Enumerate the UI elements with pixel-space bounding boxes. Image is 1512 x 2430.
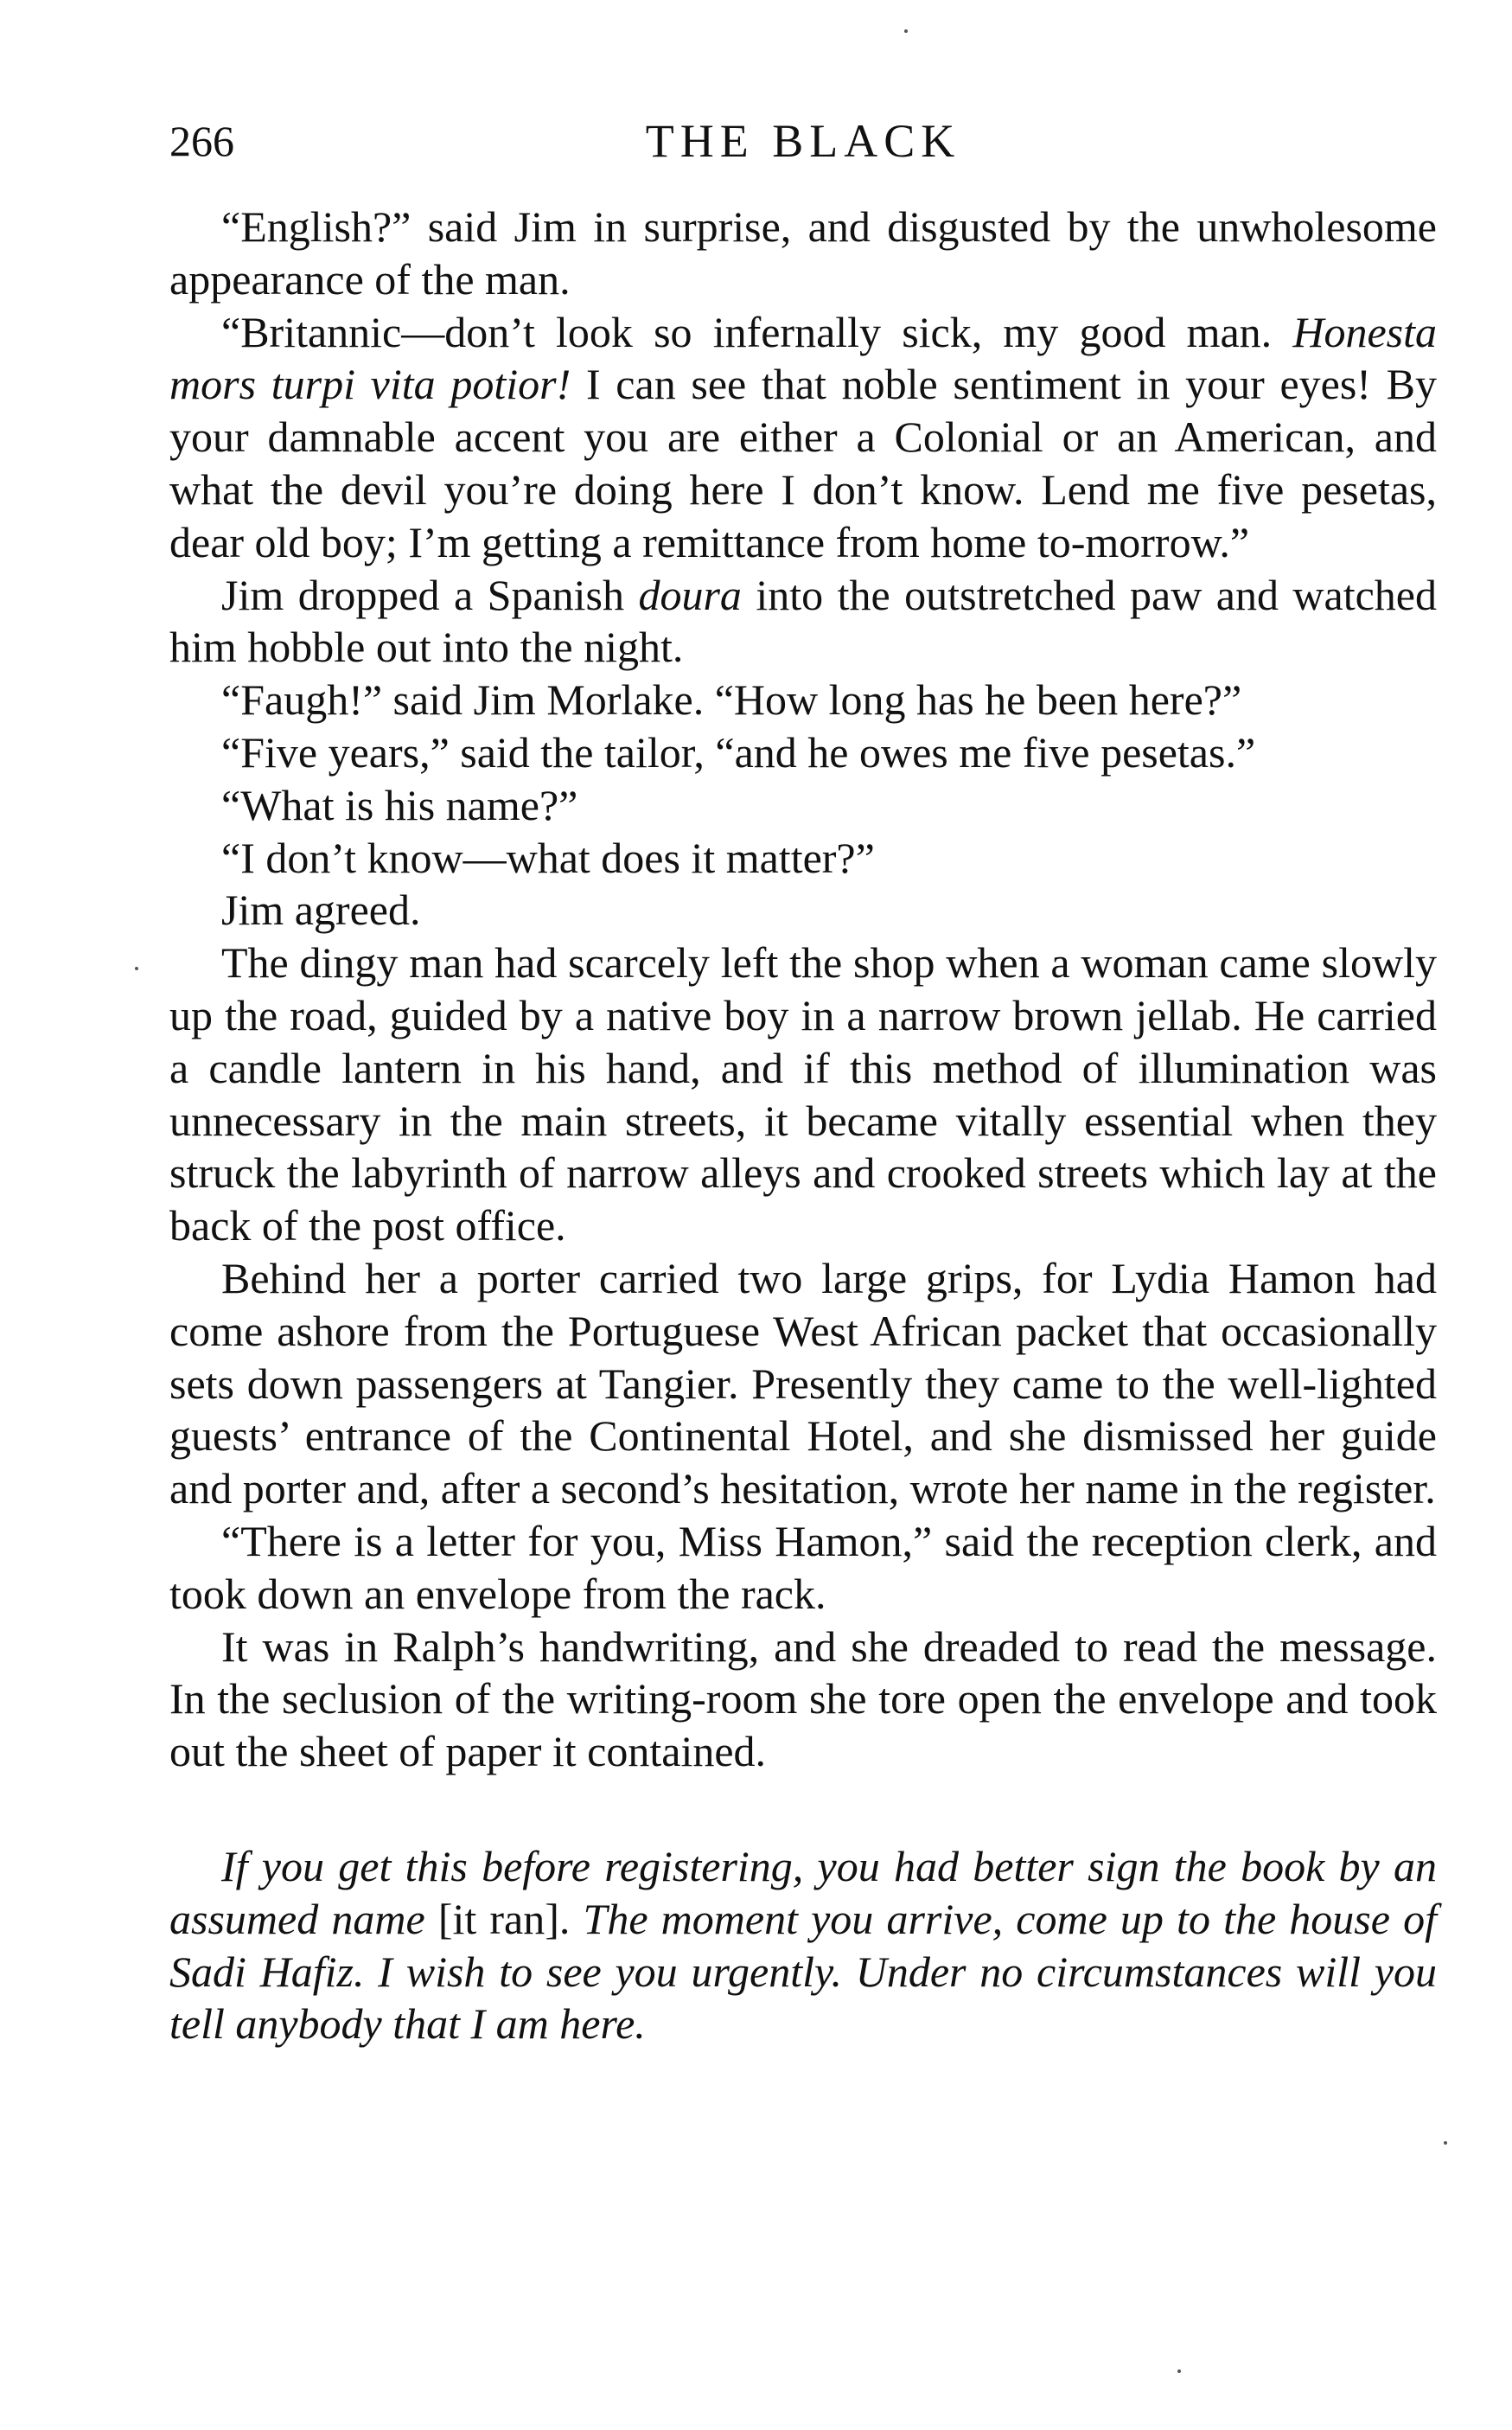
paragraph bbox=[169, 306, 1437, 569]
page-header bbox=[169, 111, 1437, 171]
text-run: into the outstretched paw and watched him hobble out into the night. bbox=[169, 570, 1437, 672]
text-run: “Five years,” said the tailor, “and he owes me five pesetas.” bbox=[221, 727, 1256, 777]
text-run: “English?” said Jim in surprise, and disgusted by the unwholesome appearance of the man. bbox=[169, 202, 1437, 304]
italic-text: The moment you arrive, come up to the house of Sadi Hafiz. I wish to see you urgently. Under no circumstances will you tell anybody that I am here. bbox=[169, 1894, 1437, 2049]
italic-text: If you get this before registering, you had better sign the book by an assumed name bbox=[169, 1841, 1437, 1943]
print-speck bbox=[135, 967, 138, 970]
page-number: 266 bbox=[169, 117, 234, 165]
body-text bbox=[169, 201, 1437, 2050]
paragraph bbox=[169, 1252, 1437, 1515]
paragraph bbox=[169, 937, 1437, 1252]
paragraph bbox=[169, 832, 1437, 885]
text-run: It was in Ralph’s handwriting, and she dreaded to read the message. In the seclusion of the writing-room she tore open the envelope and took out the sheet of paper it contained. bbox=[169, 1621, 1437, 1776]
letter-paragraph bbox=[169, 1840, 1437, 2050]
text-run: “Faugh!” said Jim Morlake. “How long has he been here?” bbox=[221, 675, 1242, 725]
running-head: THE BLACK bbox=[645, 115, 961, 167]
paragraph bbox=[169, 1515, 1437, 1621]
text-run: “There is a letter for you, Miss Hamon,” said the reception clerk, and took down an envelope from the rack. bbox=[169, 1516, 1437, 1618]
text-run: [it ran]. bbox=[424, 1894, 584, 1943]
text-run: “I don’t know—what does it matter?” bbox=[221, 833, 875, 882]
print-speck bbox=[904, 29, 908, 33]
italic-text: Honesta mors turpi vita potior! bbox=[169, 307, 1437, 409]
print-speck bbox=[1177, 2369, 1181, 2373]
text-run: “What is his name?” bbox=[221, 780, 578, 829]
text-run: Behind her a porter carried two large grips, for Lydia Hamon had come ashore from the Portuguese West African packet that occasionally sets down passengers at Tangier. Presently they came to the well-lighted guests’ entrance of the Continental Hotel, and she dismissed her guide and porter and, after a second’s hesitation, wrote her name in the register. bbox=[169, 1253, 1437, 1513]
text-run: “Britannic—don’t look so infernally sick, my good man. bbox=[221, 307, 1293, 356]
print-speck bbox=[1444, 2141, 1447, 2145]
paragraph bbox=[169, 884, 1437, 937]
paragraph bbox=[169, 674, 1437, 726]
paragraph bbox=[169, 779, 1437, 832]
italic-text: doura bbox=[638, 570, 742, 619]
paragraph bbox=[169, 569, 1437, 675]
letter-gap bbox=[169, 1778, 1437, 1840]
text-run: I can see that noble sentiment in your eyes! By your damnable accent you are either a Colonial or an American, and what the devil you’re doing here I don’t know. Lend me five pesetas, dear old boy; I’m getting a remittance from home to-morrow.” bbox=[169, 360, 1438, 566]
paragraph bbox=[169, 201, 1437, 306]
paragraph bbox=[169, 726, 1437, 779]
paragraph bbox=[169, 1621, 1437, 1778]
text-run: Jim dropped a Spanish bbox=[221, 570, 639, 619]
text-run: Jim agreed. bbox=[221, 886, 421, 935]
text-run: The dingy man had scarcely left the shop when a woman came slowly up the road, guided by a native boy in a narrow brown jellab. He carried a candle lantern in his hand, and if this method of illumination was unnecessary in the main streets, it became vitally essential when they struck the labyrinth of narrow alleys and crooked streets which lay at the back of the post office. bbox=[169, 938, 1437, 1250]
